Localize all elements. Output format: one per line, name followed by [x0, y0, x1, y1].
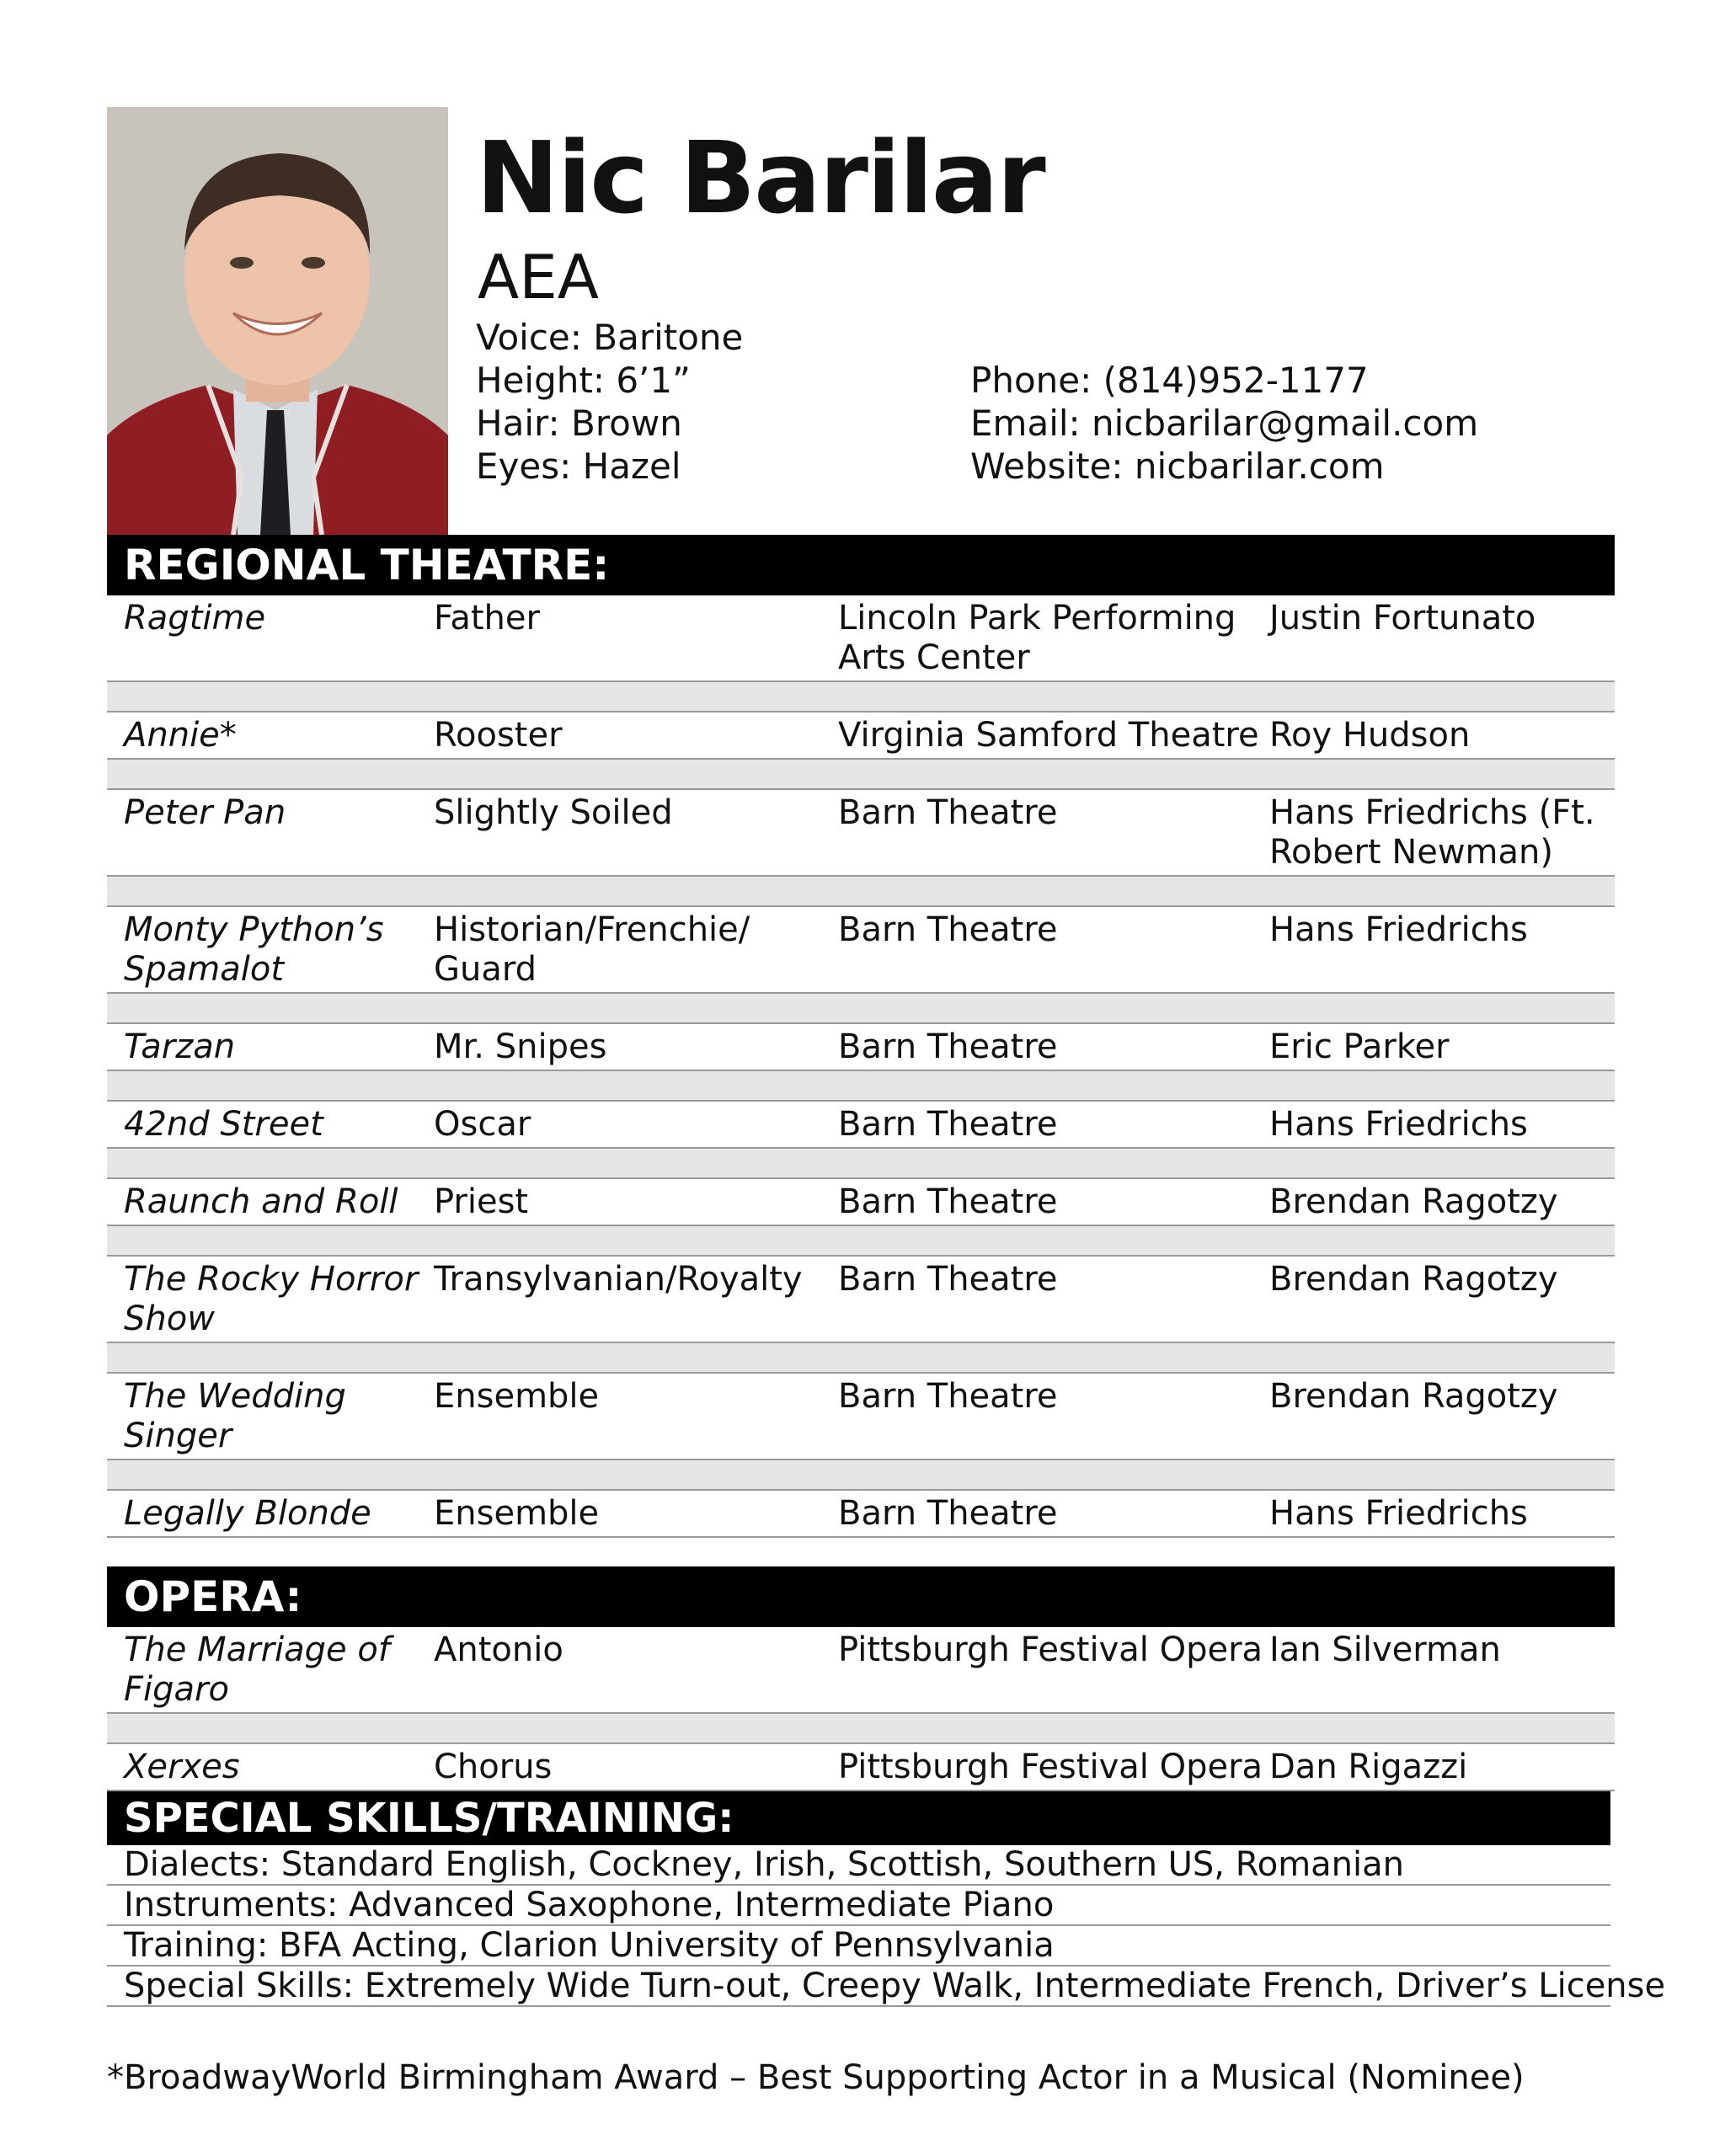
venue: Barn Theatre: [838, 1377, 1058, 1416]
table-row: [107, 790, 1615, 877]
row-spacer: [107, 1460, 1615, 1491]
regional-theatre-table: [107, 595, 1615, 1538]
venue: Barn Theatre: [838, 1260, 1058, 1299]
email[interactable]: Email: nicbarilar@gmail.com: [970, 403, 1479, 444]
union-affiliation: AEA: [478, 242, 599, 312]
skill-training: Training: BFA Acting, Clarion University of Pennsylvania: [107, 1926, 1610, 1967]
venue: Barn Theatre: [838, 910, 1058, 949]
skill-instruments: Instruments: Advanced Saxophone, Intermediate Piano: [107, 1886, 1610, 1926]
show-title: Annie*: [124, 716, 237, 755]
regional-theatre-heading: REGIONAL THEATRE:: [107, 535, 1615, 595]
role: Father: [434, 599, 540, 638]
show-title: 42nd Street: [124, 1105, 323, 1144]
director: Brendan Ragotzy: [1269, 1182, 1558, 1221]
table-row: [107, 1257, 1615, 1343]
director: Ian Silverman: [1269, 1630, 1501, 1669]
venue: Pittsburgh Festival Opera: [838, 1748, 1263, 1786]
director: Hans Friedrichs: [1269, 1494, 1528, 1533]
show-title: The Marriage of Figaro: [124, 1630, 390, 1709]
opera-heading: OPERA:: [107, 1566, 1615, 1627]
website[interactable]: Website: nicbarilar.com: [970, 446, 1385, 487]
role: Transylvanian/Royalty: [434, 1260, 803, 1299]
table-row: [107, 712, 1615, 760]
row-spacer: [107, 1226, 1615, 1257]
show-title: Xerxes: [124, 1748, 240, 1786]
eye-color: Eyes: Hazel: [476, 446, 681, 487]
table-row: [107, 1102, 1615, 1149]
director: Hans Friedrichs: [1269, 910, 1528, 949]
role: Ensemble: [434, 1377, 600, 1416]
table-row: [107, 1024, 1615, 1071]
section-gap: [107, 1538, 1615, 1566]
show-title: Tarzan: [124, 1027, 236, 1066]
table-row: [107, 595, 1615, 682]
role: Historian/Frenchie/ Guard: [434, 910, 750, 989]
director: Brendan Ragotzy: [1269, 1377, 1558, 1416]
headshot-photo: [107, 107, 448, 535]
venue: Barn Theatre: [838, 1182, 1058, 1221]
role: Oscar: [434, 1105, 531, 1144]
role: Ensemble: [434, 1494, 600, 1533]
director: Brendan Ragotzy: [1269, 1260, 1558, 1299]
show-title: Raunch and Roll: [124, 1182, 398, 1221]
role: Slightly Soiled: [434, 793, 673, 832]
row-spacer: [107, 1343, 1615, 1374]
actor-name: Nic Barilar: [476, 120, 1044, 236]
table-row: [107, 1491, 1615, 1538]
role: Chorus: [434, 1748, 553, 1786]
show-title: Legally Blonde: [124, 1494, 371, 1533]
resume-header: [107, 107, 1615, 535]
show-title: Peter Pan: [124, 793, 286, 832]
contact-info: [970, 359, 1478, 488]
row-spacer: [107, 682, 1615, 712]
table-row: [107, 1627, 1615, 1714]
venue: Lincoln Park Performing Arts Center: [838, 599, 1236, 677]
physical-stats: [476, 316, 743, 488]
opera-table: [107, 1627, 1615, 1791]
director: Hans Friedrichs (Ft. Robert Newman): [1269, 793, 1595, 872]
award-footnote: *BroadwayWorld Birmingham Award – Best Supporting Actor in a Musical (Nominee): [107, 2058, 1525, 2097]
venue: Pittsburgh Festival Opera: [838, 1630, 1263, 1669]
director: Justin Fortunato: [1269, 599, 1536, 638]
role: Rooster: [434, 716, 563, 755]
role: Antonio: [434, 1630, 563, 1669]
skill-special: Special Skills: Extremely Wide Turn-out, Creepy Walk, Intermediate French, Driver’s License: [107, 1967, 1610, 2007]
show-title: The Wedding Singer: [124, 1377, 346, 1455]
venue: Barn Theatre: [838, 1494, 1058, 1533]
director: Hans Friedrichs: [1269, 1105, 1528, 1144]
director: Roy Hudson: [1269, 716, 1471, 755]
row-spacer: [107, 877, 1615, 907]
hair-color: Hair: Brown: [476, 403, 682, 444]
director: Dan Rigazzi: [1269, 1748, 1468, 1786]
table-row: [107, 1179, 1615, 1226]
voice-type: Voice: Baritone: [476, 317, 744, 358]
height: Height: 6’1”: [476, 360, 691, 401]
show-title: Ragtime: [124, 599, 266, 638]
row-spacer: [107, 1714, 1615, 1744]
phone: Phone: (814)952-1177: [970, 360, 1369, 401]
venue: Barn Theatre: [838, 1027, 1058, 1066]
director: Eric Parker: [1269, 1027, 1450, 1066]
row-spacer: [107, 1071, 1615, 1102]
venue: Virginia Samford Theatre: [838, 716, 1259, 755]
skills-list: [107, 1845, 1666, 2007]
row-spacer: [107, 1149, 1615, 1179]
table-row: [107, 1744, 1615, 1791]
role: Mr. Snipes: [434, 1027, 607, 1066]
show-title: Monty Python’s Spamalot: [124, 910, 384, 989]
table-row: [107, 907, 1615, 994]
role: Priest: [434, 1182, 529, 1221]
row-spacer: [107, 760, 1615, 790]
venue: Barn Theatre: [838, 1105, 1058, 1144]
skills-heading: SPECIAL SKILLS/TRAINING:: [107, 1791, 1610, 1845]
skill-dialects: Dialects: Standard English, Cockney, Irish, Scottish, Southern US, Romanian: [107, 1845, 1610, 1886]
table-row: [107, 1374, 1615, 1460]
resume-page: [107, 107, 1666, 2098]
venue: Barn Theatre: [838, 793, 1058, 832]
show-title: The Rocky Horror Show: [124, 1260, 419, 1338]
row-spacer: [107, 994, 1615, 1024]
